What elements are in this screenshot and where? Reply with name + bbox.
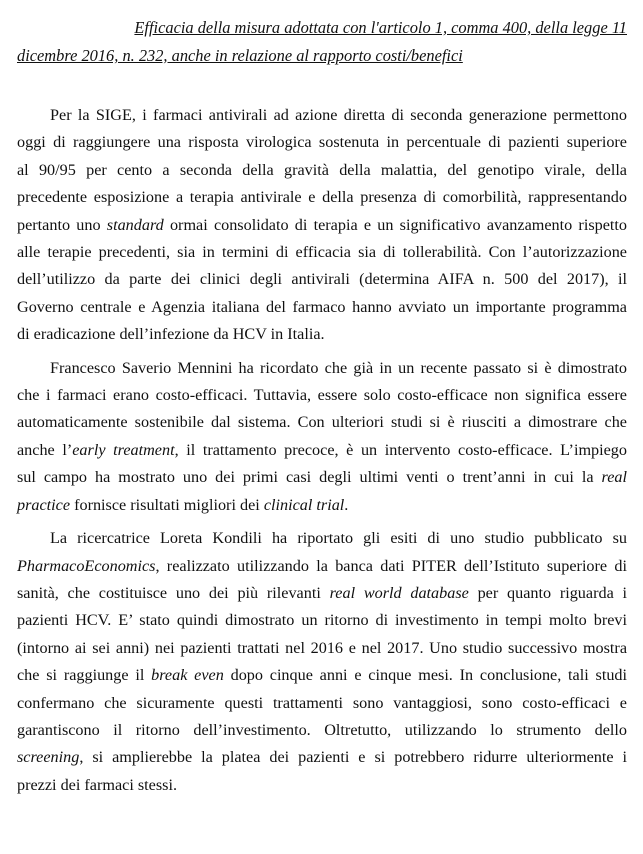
text-run: oggi di raggiungere una risposta virologica sostenuta in percentuale di pazienti superiore <box>17 133 627 152</box>
italic-term: break even <box>151 666 224 685</box>
text-run: fornisce risultati migliori dei <box>70 495 264 514</box>
text-run: dopo cinque anni e cinque mesi. In conclusione, tali studi <box>223 666 627 685</box>
text-run: automaticamente sostenibile dal sistema. Con ulteriori studi si è riusciti a dimostrare che <box>17 413 627 432</box>
text-run: , il trattamento precoce, è un intervento costo-efficace. L’impiego <box>174 440 627 459</box>
text-run: di eradicazione dell’infezione da HCV in Italia. <box>17 325 325 344</box>
text-line <box>17 464 627 491</box>
text-line <box>17 690 627 717</box>
italic-term: real <box>601 468 627 487</box>
text-run: anche l’ <box>17 440 73 459</box>
text-run: che si raggiunge il <box>17 666 152 685</box>
italic-term: PharmacoEconomics <box>17 556 156 575</box>
text-line <box>17 321 627 348</box>
text-run: garantiscono il ritorno dell’investimento. Oltretutto, utilizzando lo strumento dello <box>17 720 627 739</box>
text-run: Francesco Saverio Mennini ha ricordato che già in un recente passato si è dimostrato <box>50 358 627 377</box>
text-line <box>17 212 627 239</box>
text-line <box>17 662 627 689</box>
italic-term: practice <box>17 495 71 514</box>
text-run: pazienti HCV. E’ stato quindi dimostrato un ritorno di investimento in tempi molto brevi <box>17 611 627 630</box>
body-text <box>17 102 627 799</box>
heading-line-1: Efficacia della misura adottata con l'articolo 1, comma 400, della legge 11 <box>134 18 627 37</box>
text-run: dell’utilizzo da parte dei clinici degli antivirali (determina AIFA n. 500 del 2017), il <box>17 270 627 289</box>
text-run: La ricercatrice Loreta Kondili ha riportato gli esiti di uno studio pubblicato su <box>50 529 627 548</box>
paragraph <box>17 355 627 519</box>
text-run: (intorno ai sei anni) nei pazienti trattati nel 2016 e nel 2017. Uno studio successivo mostra <box>17 638 627 657</box>
section-heading <box>17 14 627 70</box>
italic-term: early treatment <box>72 440 175 459</box>
text-line <box>17 382 627 409</box>
text-run: alle terapie precedenti, sia in termini di efficacia sia di tollerabilità. Con l’autorizzazione <box>17 243 627 262</box>
paragraph <box>17 102 627 349</box>
text-line <box>17 184 627 211</box>
text-run: precedente esposizione a terapia antivirale e della presenza di comorbilità, rappresentando <box>17 188 627 207</box>
text-line <box>17 355 627 382</box>
italic-term: standard <box>106 215 164 234</box>
text-line <box>17 239 627 266</box>
text-line <box>17 102 627 129</box>
text-line <box>17 717 627 744</box>
text-run: confermano che sicuramente questi trattamenti sono vantaggiosi, sono costo-efficaci e <box>17 693 627 712</box>
text-run: pertanto uno <box>17 215 107 234</box>
text-line <box>17 409 627 436</box>
text-line <box>17 607 627 634</box>
text-line <box>17 580 627 607</box>
text-run: per quanto riguarda i <box>468 583 628 602</box>
text-line <box>17 525 627 552</box>
italic-term: real world database <box>329 583 469 602</box>
text-run: ormai consolidato di terapia e un significativo avanzamento rispetto <box>163 215 627 234</box>
text-run: sanità, che costituisce uno dei più rilevanti <box>17 583 330 602</box>
text-run: che i farmaci erano costo-efficaci. Tuttavia, essere solo costo-efficace non significa essere <box>17 386 627 405</box>
text-line <box>17 266 627 293</box>
text-run: al 90/95 per cento a seconda della gravità della malattia, del genotipo virale, della <box>17 160 627 179</box>
text-run: . <box>344 495 349 514</box>
text-line <box>17 437 627 464</box>
text-line <box>17 553 627 580</box>
text-line <box>17 744 627 771</box>
text-run: prezzi dei farmaci stessi. <box>17 775 178 794</box>
paragraph <box>17 525 627 799</box>
text-run: sul campo ha mostrato uno dei primi casi degli ultimi venti o trent’anni in cui la <box>17 468 602 487</box>
heading-line-2: dicembre 2016, n. 232, anche in relazione al rapporto costi/benefici <box>17 46 463 65</box>
text-run: , si amplierebbe la platea dei pazienti e si potrebbero ridurre ulteriormente i <box>79 748 627 767</box>
text-line <box>17 294 627 321</box>
italic-term: clinical trial <box>263 495 345 514</box>
italic-term: screening <box>17 748 80 767</box>
text-run: , realizzato utilizzando la banca dati PITER dell’Istituto superiore di <box>155 556 627 575</box>
text-line <box>17 635 627 662</box>
text-run: Governo centrale e Agenzia italiana del farmaco hanno avviato un importante programma <box>17 297 627 316</box>
text-line <box>17 157 627 184</box>
text-line <box>17 492 627 519</box>
text-line <box>17 129 627 156</box>
text-line <box>17 772 627 799</box>
text-run: Per la SIGE, i farmaci antivirali ad azione diretta di seconda generazione permettono <box>50 106 627 124</box>
